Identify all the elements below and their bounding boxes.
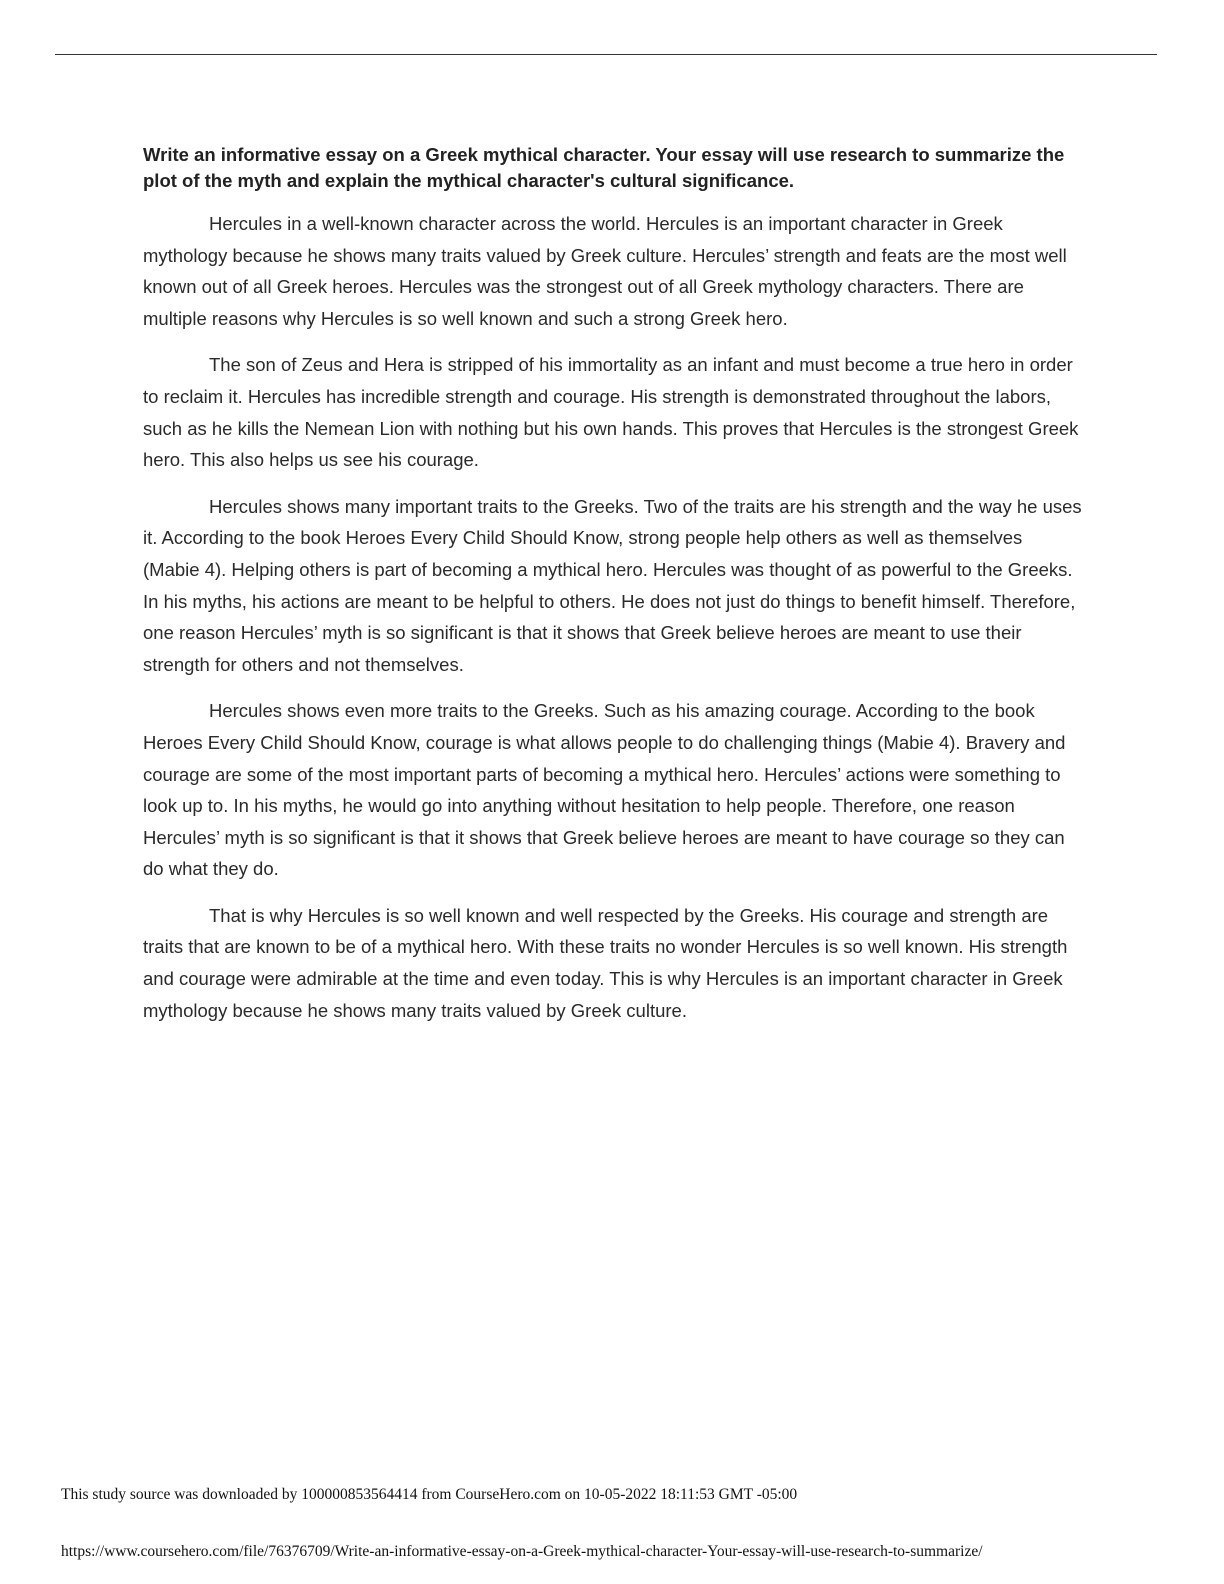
header-divider <box>55 54 1157 55</box>
paragraph-5: That is why Hercules is so well known and well respected by the Greeks. His courage and strength are traits that are known to be of a mythical hero. With these traits no wonder Hercules is so well known. His strength and courage were admirable at the time and even today. This is why Hercules is an important character in Greek mythology because he shows many traits valued by Greek culture. <box>143 904 1068 1021</box>
source-url[interactable]: https://www.coursehero.com/file/76376709/Write-an-informative-essay-on-a-Greek-mythical-character-Your-essay-will-use-research-to-summarize/ <box>61 1543 983 1560</box>
essay-prompt: Write an informative essay on a Greek mythical character. Your essay will use research to summarize the plot of the myth and explain the mythical character's cultural significance. <box>143 144 1065 191</box>
download-source-note: This study source was downloaded by 100000853564414 from CourseHero.com on 10-05-2022 18:11:53 GMT -05:00 <box>61 1486 798 1503</box>
paragraph-4: Hercules shows even more traits to the Greeks. Such as his amazing courage. According to the book Heroes Every Child Should Know, courage is what allows people to do challenging things (Mabie 4). Bravery and courage are some of the most important parts of becoming a mythical hero. Hercules’ actions were something to look up to. In his myths, he would go into anything without hesitation to help people. Therefore, one reason Hercules’ myth is so significant is that it shows that Greek believe heroes are meant to have courage so they can do what they do. <box>143 700 1066 880</box>
paragraph-2: The son of Zeus and Hera is stripped of his immortality as an infant and must become a true hero in order to reclaim it. Hercules has incredible strength and courage. His strength is demonstrated throughout the labors, such as he kills the Nemean Lion with nothing but his own hands. This proves that Hercules is the strongest Greek hero. This also helps us see his courage. <box>143 354 1079 471</box>
paragraph-1: Hercules in a well-known character across the world. Hercules is an important character in Greek mythology because he shows many traits valued by Greek culture. Hercules’ strength and feats are the most well known out of all Greek heroes. Hercules was the strongest out of all Greek mythology characters. There are multiple reasons why Hercules is so well known and such a strong Greek hero. <box>143 213 1067 329</box>
paragraph-3: Hercules shows many important traits to the Greeks. Two of the traits are his strength and the way he uses it. According to the book Heroes Every Child Should Know, strong people help others as well as themselves (Mabie 4). Helping others is part of becoming a mythical hero. Hercules was thought of as powerful to the Greeks. In his myths, his actions are meant to be helpful to others. He does not just do things to benefit himself. Therefore, one reason Hercules’ myth is so significant is that it shows that Greek believe heroes are meant to use their strength for others and not themselves. <box>143 495 1082 675</box>
essay-body <box>143 142 1083 1041</box>
